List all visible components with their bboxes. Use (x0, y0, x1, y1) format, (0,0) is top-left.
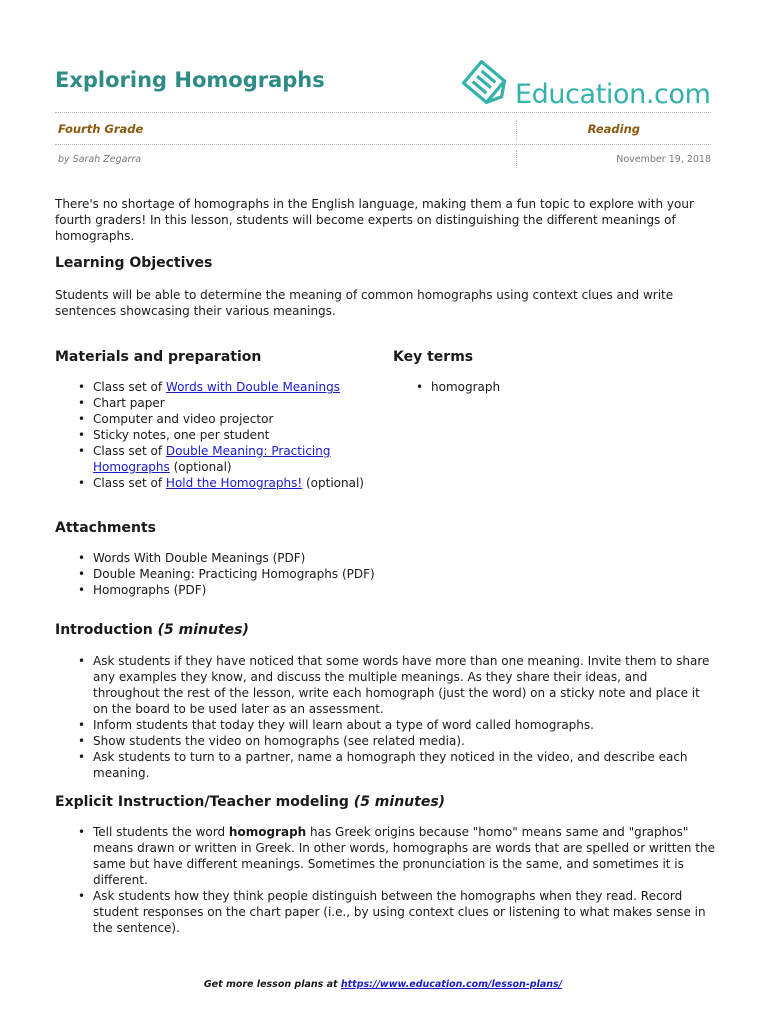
list-item: • Ask students if they have noticed that some words have more than one meaning. Invite them to share any examples they know, and discuss the multiple meanings. As they share their ideas, and throughout the rest of the lesson, write each homograph (just the word) on a sticky note and place it on the board to be used later as an assessment. (55, 653, 715, 717)
header-vertical-divider (516, 150, 517, 168)
intro-paragraph: There's no shortage of homographs in the English language, making them a fun topic to explore with your fourth graders! In this lesson, students will become experts on distinguishing the different meanings of homographs. (55, 197, 694, 243)
list-item: • Ask students how they think people distinguish between the homographs when they read. Record student responses on the chart paper (i.e., by using context clues or listening to what makes sense in the sentence). (55, 888, 715, 936)
header-divider (55, 112, 711, 113)
attachment-item[interactable]: • Double Meaning: Practicing Homographs (PDF) (55, 566, 655, 582)
introduction-heading: Introduction (5 minutes) (55, 622, 249, 638)
list-item: • Ask students to turn to a partner, name a homograph they noticed in the video, and describe each meaning. (55, 749, 715, 781)
list-item: • Class set of Double Meaning: Practicing Homographs (optional) (55, 443, 375, 475)
learning-objectives-text: Students will be able to determine the meaning of common homographs using context clues and write sentences showcasing their various meanings. (55, 288, 674, 318)
key-terms-list (393, 379, 693, 395)
list-item: • Computer and video projector (55, 411, 375, 427)
attachment-item[interactable]: • Words With Double Meanings (PDF) (55, 550, 655, 566)
double-meaning-practicing-link[interactable]: Double Meaning: Practicing (165, 444, 331, 458)
education-com-logo[interactable] (455, 56, 711, 112)
explicit-instruction-list (55, 824, 715, 936)
author-label: by Sarah Zegarra (58, 154, 142, 165)
words-double-meanings-link[interactable]: Words with Double Meanings (165, 380, 340, 394)
list-item: • Class set of Words with Double Meanings (55, 379, 375, 395)
hold-the-homographs-link[interactable]: Hold the Homographs! (165, 476, 303, 490)
key-terms-heading: Key terms (393, 349, 474, 365)
list-item: • Class set of Hold the Homographs! (optional) (55, 475, 375, 491)
attachments-heading: Attachments (55, 520, 157, 536)
page-title: Exploring Homographs (55, 68, 325, 92)
list-item: • Tell students the word homograph has Greek origins because "homo" means same and "graphos" means drawn or written in Greek. In other words, homographs are words that are spelled or written the same but have different meanings. Sometimes the pronunciation is the same, and sometimes it is different. (55, 824, 715, 888)
date-label: November 19, 2018 (616, 154, 711, 165)
double-meaning-practicing-link-cont[interactable]: Homographs (93, 460, 170, 474)
header-divider (55, 144, 711, 145)
list-item: • Chart paper (55, 395, 375, 411)
grade-label: Fourth Grade (58, 122, 144, 136)
list-item: • Inform students that today they will learn about a type of word called homographs. (55, 717, 715, 733)
list-item: • homograph (393, 379, 693, 395)
list-item: • Show students the video on homographs (see related media). (55, 733, 715, 749)
list-item: • Sticky notes, one per student (55, 427, 375, 443)
learning-objectives-heading: Learning Objectives (55, 255, 213, 271)
logo-wordmark: Education.com (515, 79, 711, 110)
explicit-instruction-heading: Explicit Instruction/Teacher modeling (5 minutes) (55, 794, 446, 810)
attachment-item[interactable]: • Homographs (PDF) (55, 582, 655, 598)
pencil-logo-icon (455, 56, 513, 108)
lesson-plans-link[interactable]: https://www.education.com/lesson-plans/ (340, 979, 563, 990)
subject-label: Reading (587, 122, 640, 136)
header-vertical-divider (516, 120, 517, 140)
materials-heading: Materials and preparation (55, 349, 262, 365)
introduction-list (55, 653, 715, 781)
attachments-list (55, 550, 655, 598)
footer: Get more lesson plans at https://www.education.com/lesson-plans/ (203, 979, 563, 990)
materials-list (55, 379, 375, 491)
